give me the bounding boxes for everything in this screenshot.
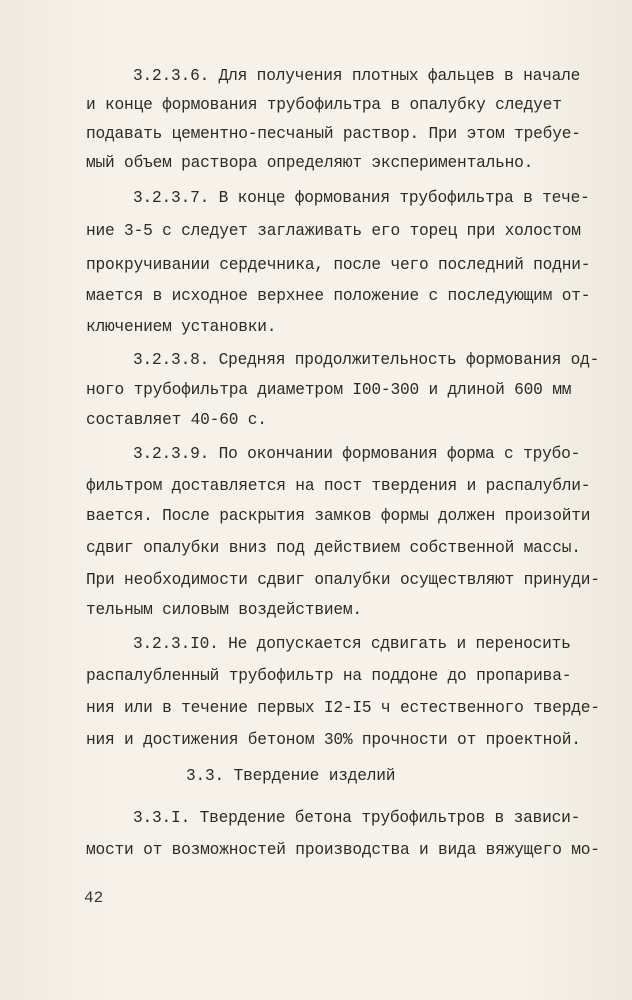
text-line: 3.2.3.8. Средняя продолжительность формования од- [133,351,600,369]
text-line: фильтром доставляется на пост твердения и распалубли- [86,477,591,495]
text-line: тельным силовым воздействием. [86,601,362,619]
text-line: При необходимости сдвиг опалубки осуществляют принуди- [86,571,600,589]
text-line: 3.2.3.6. Для получения плотных фальцев в начале [133,67,581,85]
page-number: 42 [84,889,104,907]
text-line: ния или в течение первых I2-I5 ч естественного тверде- [86,699,600,717]
text-line: 3.2.3.7. В конце формования трубофильтра в тече- [133,189,590,207]
text-line: ния и достижения бетоном 30% прочности от проектной. [86,731,581,749]
text-line: и конце формования трубофильтра в опалубку следует [86,96,562,114]
text-line: подавать цементно-песчаный раствор. При этом требуе- [86,125,581,143]
text-line: мости от возможностей производства и вида вяжущего мо- [86,841,600,859]
text-line: составляет 40-60 с. [86,411,267,429]
text-line: ного трубофильтра диаметром I00-300 и длиной 600 мм [86,381,572,399]
text-line: прокручивании сердечника, после чего последний подни- [86,256,591,274]
text-line: мается в исходное верхнее положение с последующим от- [86,287,591,305]
text-line: распалубленный трубофильтр на поддоне до пропарива- [86,667,572,685]
text-line: вается. После раскрытия замков формы должен произойти [86,507,591,525]
text-line: 3.3.I. Твердение бетона трубофильтров в зависи- [133,809,581,827]
text-line: 3.2.3.9. По окончании формования форма с трубо- [133,445,581,463]
section-heading: 3.3. Твердение изделий [186,767,396,785]
text-line: мый объем раствора определяют экспериментально. [86,154,534,172]
text-line: ние 3-5 с следует заглаживать его торец при холостом [86,222,581,240]
text-line: ключением установки. [86,318,277,336]
text-line: сдвиг опалубки вниз под действием собственной массы. [86,539,581,557]
text-line: 3.2.3.I0. Не допускается сдвигать и переносить [133,635,571,653]
